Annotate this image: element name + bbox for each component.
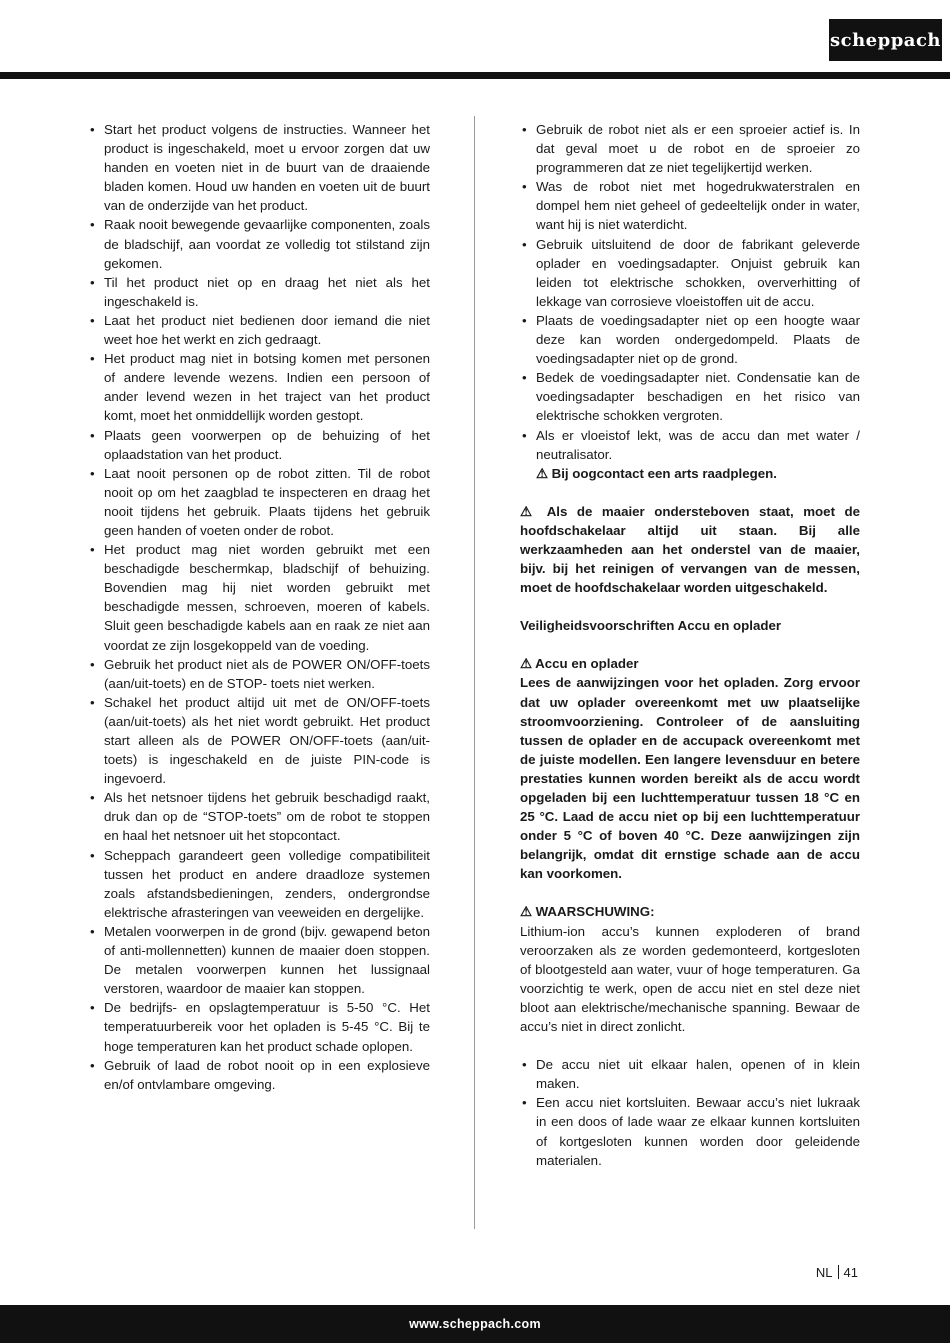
header-rule (0, 72, 950, 79)
list-item-text: Til het product niet op en draag het niet als het ingeschakeld is. (104, 274, 430, 309)
column-divider (474, 116, 475, 1229)
list-item-text: Het product mag niet in botsing komen met personen of andere levende wezens. Indien een persoon of ander levend wezen in het traject van het product komt, moet het onmiddellijk worden gestopt. (104, 351, 430, 424)
right-column (520, 120, 860, 1170)
charger-text: Lees de aanwijzingen voor het opladen. Zorg ervoor dat uw oplader overeenkomt met uw plaatselijke stroomvoorziening. Controleer of de aansluiting tussen de oplader en de accupack overeenkomt met de juiste modellen. Een langere levensduur en betere prestaties kunnen worden bereikt als de accu wordt opgeladen bij een luchttemperatuur tussen 18 °C en 25 °C. Laad de accu niet op bij een luchttemperatuur onder 5 °C of boven 40 °C. Deze aanwijzingen zijn belangrijk, omdat dit ernstige schade aan de accu kan voorkomen. (520, 675, 860, 882)
list-item-text: Metalen voorwerpen in de grond (bijv. gewapend beton of anti-mollennetten) kunnen de maaier doen stoppen. De metalen voorwerpen kunnen het lussignaal verstoren, waardoor de maaier kan stoppen. (104, 923, 430, 997)
bullet-icon: • (522, 427, 527, 443)
list-item (520, 1093, 860, 1169)
list-item-text: Als het netsnoer tijdens het gebruik beschadigd raakt, druk dan op de “STOP-toets” om de robot te stoppen en haal het netsnoer uit het stopcontact. (104, 790, 430, 844)
list-item (520, 120, 860, 177)
bullet-icon: • (90, 656, 95, 672)
left-column (88, 120, 430, 1094)
bullet-icon: • (90, 122, 95, 137)
bullet-icon: • (90, 542, 95, 558)
bullet-icon: • (90, 1057, 95, 1073)
page-number-value: 41 (843, 1265, 858, 1280)
list-item (88, 349, 430, 425)
list-item-text: Laat nooit personen op de robot zitten. Til de robot nooit op om het zaagblad te inspecteren en draag het nooit tijdens het gebruik. Plaats tijdens het gebruik geen handen of voeten onder de robot. (104, 465, 430, 538)
bullet-icon: • (90, 312, 95, 328)
bullet-icon: • (522, 370, 527, 386)
language-code: NL (815, 1265, 833, 1280)
bullet-icon: • (90, 274, 95, 290)
mower-warning: ⚠ Als de maaier ondersteboven staat, moet de hoofdschakelaar altijd uit staan. Bij alle werkzaamheden aan het onderstel van de maaier, bijv. bij het reinigen of vervangen van de messen, moet de hoofdschakelaar worden uitgeschakeld. (520, 503, 860, 596)
bullet-icon: • (90, 790, 95, 806)
list-item (88, 215, 430, 272)
website-link[interactable]: www.scheppach.com (409, 1317, 541, 1331)
list-item-text: Een accu niet kortsluiten. Bewaar accu’s niet lukraak in een doos of lade waar ze elkaar kunnen kortsluiten of kortgesloten kunnen worden door geleidende materialen. (536, 1095, 860, 1168)
page-separator (838, 1265, 839, 1279)
list-item (520, 368, 860, 425)
list-item (88, 846, 430, 922)
list-item (88, 693, 430, 788)
list-item (520, 235, 860, 311)
list-item-text: Schakel het product altijd uit met de ON/OFF-toets (aan/uit-toets) als het niet wordt gebruikt. Het product start alleen als de POWER ON/OFF-toets (aan/uit-toets) is ingeschakeld en de juiste PIN-code is ingevoerd. (104, 694, 430, 787)
list-item (520, 177, 860, 234)
list-item-text: Scheppach garandeert geen volledige compatibiliteit tussen het product en andere draadloze systemen zoals afstandsbedieningen, zenders, ondergrondse elektrische afrasteringen van veeweiden en dergelijke. (104, 847, 430, 920)
bullet-icon: • (90, 217, 95, 233)
list-item-text: Gebruik of laad de robot nooit op in een explosieve en/of ontvlambare omgeving. (104, 1057, 430, 1092)
page-number (816, 1265, 858, 1280)
eye-contact-warning: ⚠ Bij oogcontact een arts raadplegen. (536, 465, 777, 481)
bullet-icon: • (90, 351, 95, 367)
list-item (88, 998, 430, 1055)
list-item-text: De accu niet uit elkaar halen, openen of in klein maken. (536, 1057, 860, 1092)
charger-heading: ⚠ Accu en oplader (520, 656, 639, 672)
list-item-text: Gebruik uitsluitend de door de fabrikant geleverde oplader en voedingsadapter. Onjuist gebruik kan leiden tot elektrische schokken, oververhitting of lekkage van corrosieve vloeistoffen uit de accu. (536, 236, 860, 309)
warning-text: Lithium-ion accu’s kunnen exploderen of brand veroorzaken als ze worden gedemonteerd, kortgesloten of blootgesteld aan water, vuur of hoge temperaturen. Ga voorzichtig te werk, open de accu niet en stel deze niet bloot aan elektrische/mechanische spanning. Bewaar de accu’s niet in direct zonlicht. (520, 923, 860, 1035)
bullet-icon: • (90, 1000, 95, 1016)
bullet-icon: • (90, 923, 95, 939)
right-bullet-list-1 (520, 120, 860, 464)
list-item (520, 426, 860, 464)
list-item-text: Als er vloeistof lekt, was de accu dan met water / neutralisator. (536, 427, 860, 462)
list-item (88, 311, 430, 349)
list-item-text: Gebruik het product niet als de POWER ON/OFF-toets (aan/uit-toets) en de STOP- toets niet werken. (104, 656, 430, 691)
list-item-text: Bedek de voedingsadapter niet. Condensatie kan de voedingsadapter beschadigen en het risico van elektrische schokken vergroten. (536, 370, 860, 424)
list-item (520, 311, 860, 368)
list-item-text: Plaats geen voorwerpen op de behuizing of het oplaadstation van het product. (104, 427, 430, 462)
warning-heading: ⚠ WAARSCHUWING: (520, 904, 655, 920)
list-item-text: Raak nooit bewegende gevaarlijke componenten, zoals de bladschijf, aan voordat ze volledig tot stilstand zijn gekomen. (104, 217, 430, 271)
list-item-text: Start het product volgens de instructies. Wanneer het product is ingeschakeld, moet u ervoor zorgen dat uw handen en voeten niet in de buurt van de draaiende bladen komen. Houd uw handen en voeten uit de buurt van de onderzijde van het product. (104, 122, 430, 214)
bullet-icon: • (522, 312, 527, 328)
list-item (88, 655, 430, 693)
list-item (88, 922, 430, 998)
bullet-icon: • (522, 179, 527, 195)
bullet-icon: • (522, 122, 527, 137)
bullet-icon: • (90, 847, 95, 863)
list-item-text: Gebruik de robot niet als er een sproeier actief is. In dat geval moet u de robot en de sproeier zo programmeren dat ze niet tegelijkertijd werken. (536, 122, 860, 176)
right-bullet-list-2 (520, 1055, 860, 1170)
scheppach-logo: scheppach (829, 19, 942, 61)
list-item (88, 464, 430, 540)
list-item (88, 540, 430, 655)
list-item (520, 1055, 860, 1093)
list-item-text: Plaats de voedingsadapter niet op een hoogte waar deze kan worden ondergedompeld. Plaats de voedingsadapter niet op de grond. (536, 312, 860, 367)
bullet-icon: • (90, 465, 95, 481)
bullet-icon: • (522, 236, 527, 252)
bullet-icon: • (90, 694, 95, 710)
list-item-text: Was de robot niet met hogedrukwaterstralen en dompel hem niet geheel of gedeeltelijk onder in water, want hij is niet waterdicht. (536, 179, 860, 233)
list-item-text: Laat het product niet bedienen door iemand die niet weet hoe het werkt en zich gedraagt. (104, 312, 430, 348)
list-item (88, 1056, 430, 1094)
bullet-icon: • (522, 1095, 527, 1111)
list-item (88, 273, 430, 311)
list-item (88, 426, 430, 464)
left-bullet-list (88, 120, 430, 1094)
bullet-icon: • (90, 427, 95, 443)
footer-bar (0, 1305, 950, 1343)
bullet-icon: • (522, 1057, 527, 1073)
section-title: Veiligheidsvoorschriften Accu en oplader (520, 618, 782, 634)
list-item (88, 120, 430, 215)
list-item-text: De bedrijfs- en opslagtemperatuur is 5-50 °C. Het temperatuurbereik voor het opladen is 5-45 °C. Bij te hoge temperaturen kan het product schade oplopen. (104, 1000, 430, 1054)
list-item-text: Het product mag niet worden gebruikt met een beschadigde beschermkap, bladschijf of behuizing. Bovendien mag hij niet worden gebruikt met beschadigde messen, schroeven, moeren of kabels. Sluit geen beschadigde kabels aan en raak ze niet aan voordat ze zijn losgekoppeld van de voeding. (104, 542, 430, 653)
list-item (88, 788, 430, 845)
